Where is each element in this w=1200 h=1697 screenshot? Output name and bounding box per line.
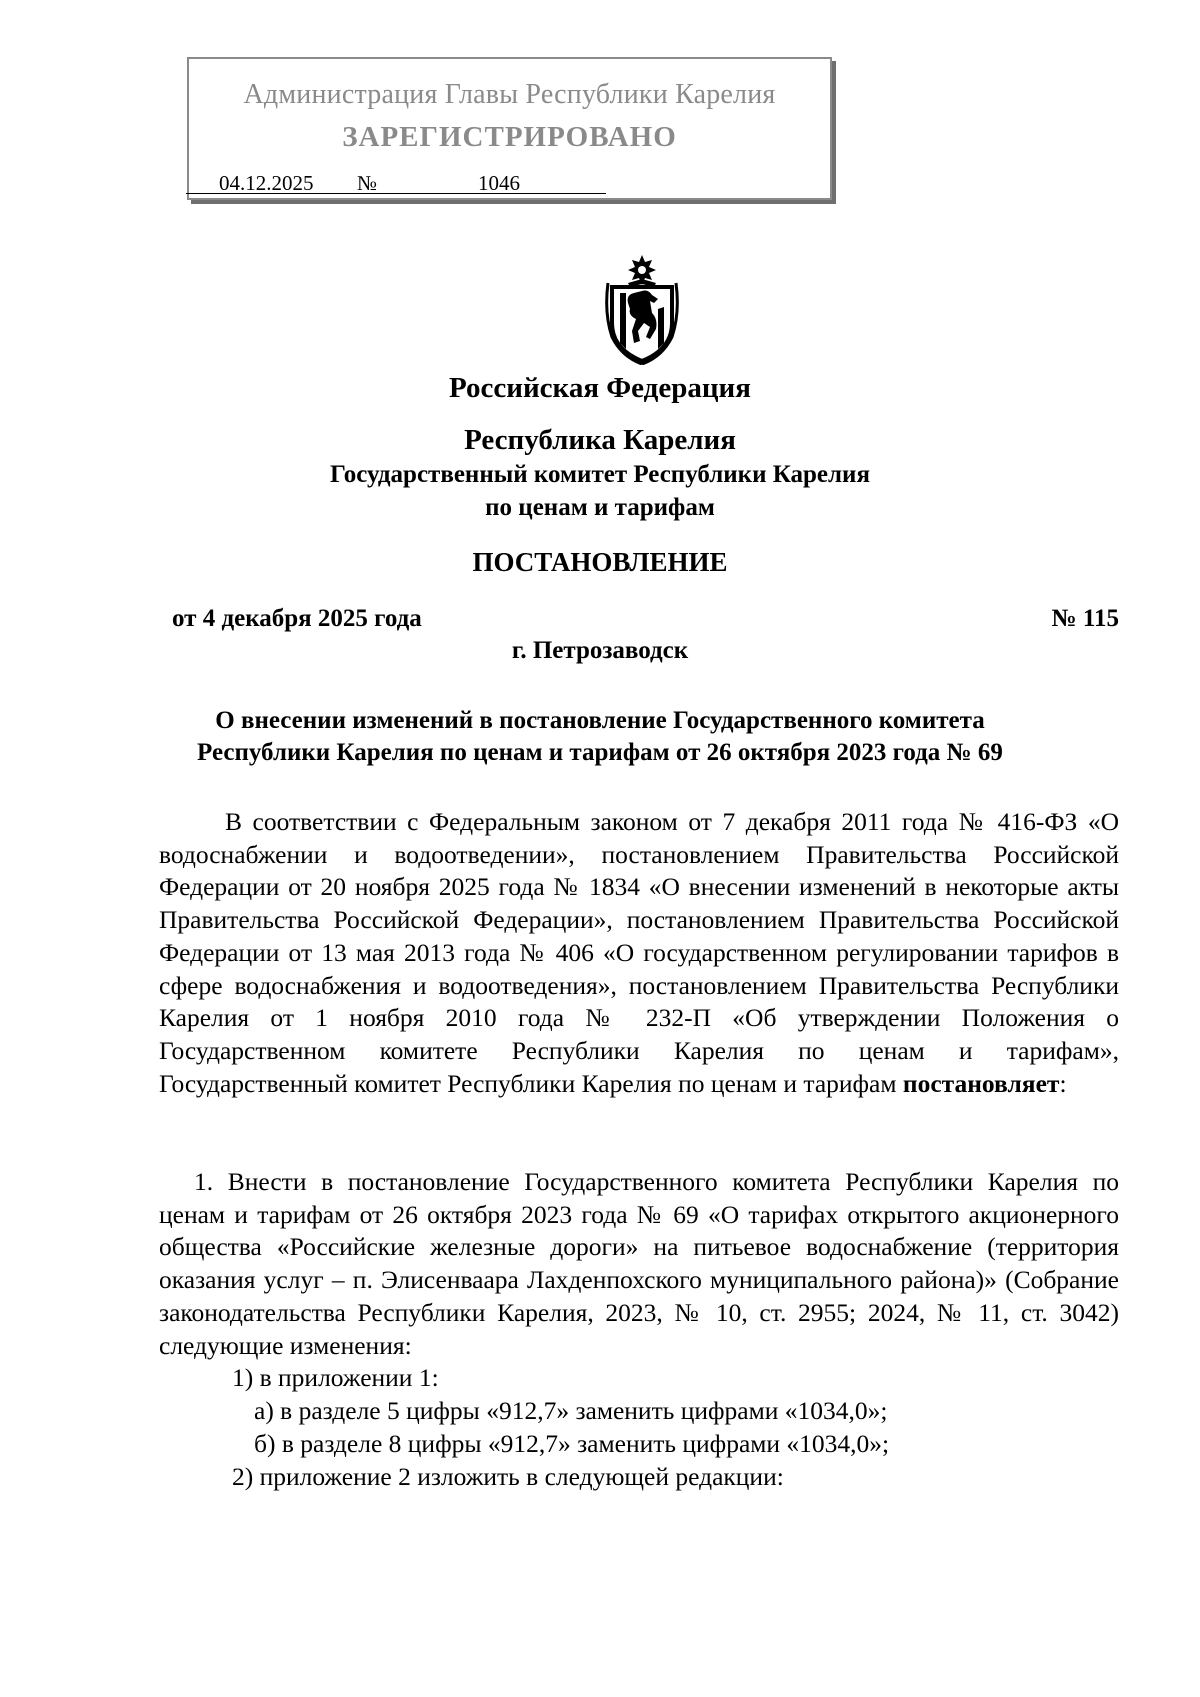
item-1-1-b: б) в разделе 8 цифры «912,7» заменить цифрами «1034,0»;	[254, 1429, 890, 1458]
committee-heading-line2: по ценам и тарифам	[485, 494, 715, 521]
stamp-status: ЗАРЕГИСТРИРОВАНО	[342, 121, 677, 153]
stamp-organization: Администрация Главы Республики Карелия	[243, 79, 776, 110]
committee-heading-line1: Государственный комитет Республики Карелия	[330, 461, 870, 488]
document-number: № 115	[1051, 605, 1119, 632]
document-date: от 4 декабря 2025 года	[172, 605, 422, 632]
stamp-date: 04.12.2025	[219, 171, 314, 195]
decree-colon: :	[1059, 1068, 1067, 1098]
item-1-2: 2) приложение 2 изложить в следующей редакции:	[232, 1462, 784, 1491]
stamp-number: 1046	[478, 171, 520, 195]
country-heading: Российская Федерация	[449, 372, 751, 404]
document-city: г. Петрозаводск	[511, 637, 689, 664]
preamble-paragraph	[159, 806, 1119, 1100]
stamp-number-sign: №	[357, 171, 378, 195]
document-title-line2: Республики Карелия по ценам и тарифам от 26 октября 2023 года № 69	[197, 739, 1003, 766]
document-title-line1: О внесении изменений в постановление Государственного комитета	[215, 707, 985, 734]
item-1-1-a: а) в разделе 5 цифры «912,7» заменить цифрами «1034,0»;	[254, 1396, 888, 1425]
decree-word: постановляет	[902, 1068, 1060, 1098]
item-1-1: 1) в приложении 1:	[232, 1363, 439, 1392]
document-type: ПОСТАНОВЛЕНИЕ	[472, 547, 728, 577]
preamble-text: В соответствии с Федеральным законом от 7 декабря 2011 года № 416-ФЗ «О водоснабжении и водоотведении», постановлением Правительства Российской Федерации от 20 ноября 2025 года № 1834 «О внесении изменений в некоторые акты Правительства Российской Федерации», постановлением Правительства Российской Федерации от 13 мая 2013 года № 406 «О государственном регулировании тарифов в сфере водоснабжения и водоотведения», постановлением Правительства Республики Карелия от 1 ноября 2010 года № 232-П «Об утверждении Положения о Государственном комитете Республики Карелия по ценам и тарифам», Государственный комитет Республики Карелия по ценам и тарифам	[159, 807, 1119, 1098]
region-heading: Республика Карелия	[464, 424, 736, 456]
item-1-paragraph: 1. Внести в постановление Государственного комитета Республики Карелия по ценам и тарифам от 26 октября 2023 года № 69 «О тарифах открытого акционерного общества «Российские железные дороги» на питьевое водоснабжение (территория оказания услуг – п. Элисенваара Лахденпохского муниципального района)» (Собрание законодательства Республики Карелия, 2023, № 10, ст. 2955; 2024, № 11, ст. 3042) следующие изменения:	[159, 1167, 1119, 1360]
coat-of-arms-icon	[598, 253, 686, 365]
